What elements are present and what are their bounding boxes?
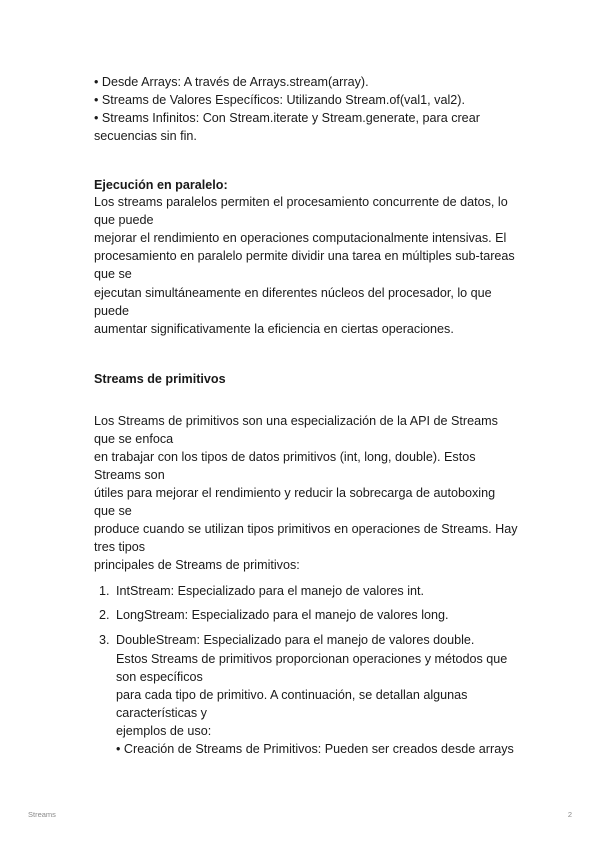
- list-item-text: DoubleStream: Especializado para el manejo de valores double.: [116, 633, 475, 647]
- indented-line: para cada tipo de primitivo. A continuación, se detallan algunas: [116, 688, 468, 702]
- bullet-creacion-streams: • Creación de Streams de Primitivos: Pueden ser creados desde arrays: [116, 742, 514, 756]
- paragraph-line: puede: [94, 304, 130, 318]
- paragraph-line: que se enfoca: [94, 432, 174, 446]
- paragraph-line: aumentar significativamente la eficiencia en ciertas operaciones.: [94, 322, 454, 336]
- bullet-infinitos-cont: secuencias sin fin.: [94, 129, 197, 143]
- heading-ejecucion-paralelo: Ejecución en paralelo:: [94, 178, 228, 192]
- indented-line: características y: [116, 706, 207, 720]
- list-number: 2.: [99, 608, 110, 622]
- paragraph-line: principales de Streams de primitivos:: [94, 558, 300, 572]
- paragraph-line: procesamiento en paralelo permite dividir una tarea en múltiples sub-tareas: [94, 249, 515, 263]
- paragraph-line: Streams son: [94, 468, 165, 482]
- page-number: 2: [567, 810, 572, 819]
- footer-title: Streams: [28, 810, 56, 819]
- paragraph-line: mejorar el rendimiento en operaciones computacionalmente intensivas. El: [94, 231, 507, 245]
- paragraph-line: que se: [94, 504, 132, 518]
- indented-line: son específicos: [116, 670, 203, 684]
- paragraph-line: que se: [94, 267, 132, 281]
- paragraph-line: Los Streams de primitivos son una especialización de la API de Streams: [94, 414, 498, 428]
- list-number: 1.: [99, 584, 110, 598]
- list-item-text: LongStream: Especializado para el manejo de valores long.: [116, 608, 449, 622]
- bullet-valores-especificos: • Streams de Valores Específicos: Utilizando Stream.of(val1, val2).: [94, 93, 465, 107]
- indented-line: Estos Streams de primitivos proporcionan operaciones y métodos que: [116, 652, 508, 666]
- bullet-arrays: • Desde Arrays: A través de Arrays.stream(array).: [94, 75, 369, 89]
- indented-line: ejemplos de uso:: [116, 724, 212, 738]
- bullet-infinitos: • Streams Infinitos: Con Stream.iterate y Stream.generate, para crear: [94, 111, 480, 125]
- heading-streams-primitivos: Streams de primitivos: [94, 372, 226, 386]
- paragraph-line: tres tipos: [94, 540, 146, 554]
- paragraph-line: en trabajar con los tipos de datos primitivos (int, long, double). Estos: [94, 450, 476, 464]
- paragraph-line: ejecutan simultáneamente en diferentes núcleos del procesador, lo que: [94, 286, 492, 300]
- list-number: 3.: [99, 633, 110, 647]
- paragraph-line: Los streams paralelos permiten el procesamiento concurrente de datos, lo: [94, 195, 508, 209]
- paragraph-line: útiles para mejorar el rendimiento y reducir la sobrecarga de autoboxing: [94, 486, 496, 500]
- list-item-text: IntStream: Especializado para el manejo de valores int.: [116, 584, 425, 598]
- paragraph-line: produce cuando se utilizan tipos primitivos en operaciones de Streams. Hay: [94, 522, 518, 536]
- paragraph-line: que puede: [94, 213, 154, 227]
